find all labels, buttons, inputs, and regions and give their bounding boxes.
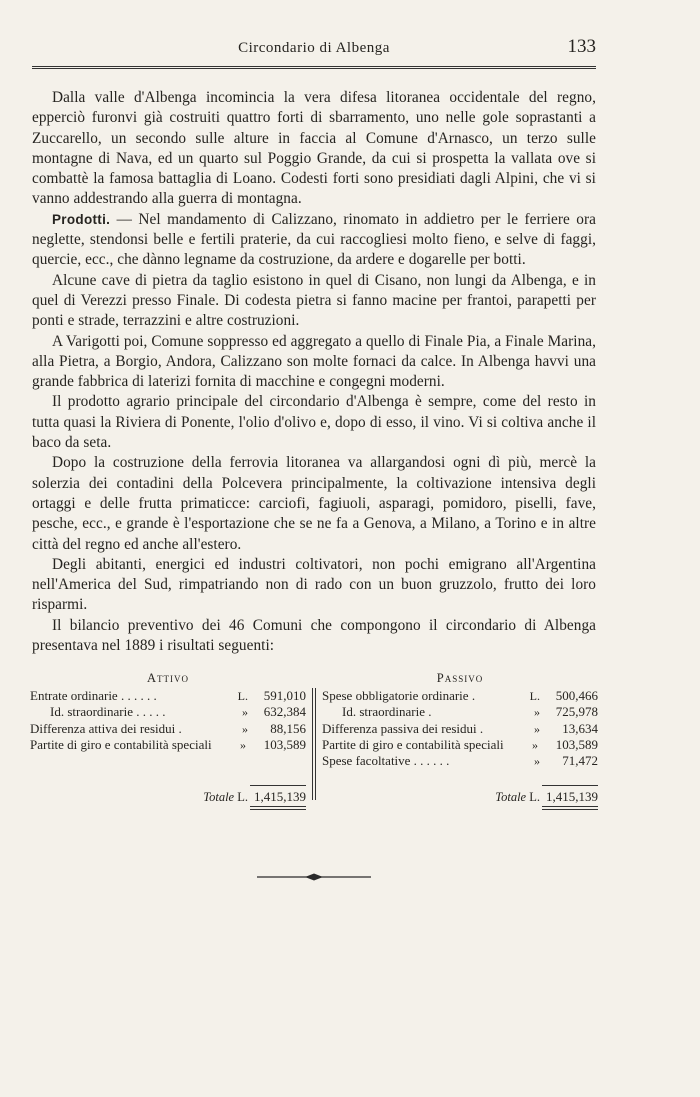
end-ornament: [257, 872, 371, 882]
paragraph: Alcune cave di pietra da taglio esistono in quel di Cisano, non lungi da Albenga, e in quel di Verezzi presso Finale. Di codesta pietra si fanno macine per frantoi, parapetti per ponti e strade, terrazzini e altre costruzioni.: [32, 271, 596, 330]
table-row: Spese obbligatorie ordinarie . L. 500,466: [322, 688, 598, 703]
sum-rule: [250, 785, 306, 786]
page-number: 133: [567, 36, 596, 57]
page-header: [32, 36, 596, 66]
header-rule: [32, 66, 596, 69]
table-row: Spese facoltative . . . . . . » 71,472: [322, 753, 598, 769]
sum-rule: [542, 785, 598, 786]
paragraph: Degli abitanti, energici ed industri coltivatori, non pochi emigrano all'Argentina nell'America del Sud, rimpatriando non di rado con un buon gruzzolo, frutto dei loro risparmi.: [32, 555, 596, 614]
paragraph: Il bilancio preventivo dei 46 Comuni che compongono il circondario di Albenga presentava nel 1889 i risultati seguenti:: [32, 616, 596, 655]
paragraph: A Varigotti poi, Comune soppresso ed aggregato a quello di Finale Pia, a Finale Marina, alla Pietra, a Borgio, Andora, Calizzano son molte fornaci da calce. In Albenga havvi una grande fabbrica di laterizi fornita di macchine e congegni moderni.: [32, 332, 596, 391]
paragraph: Prodotti. — Nel mandamento di Calizzano, rinomato in addietro per le ferriere ora neglette, stendonsi belle e fertili praterie, da cui raccogliesi molto fieno, e selve di faggi, quercie, ecc., che dànno legname da costruzione, da ardere e dogarelle per botti.: [32, 210, 596, 269]
table-row: Id. straordinarie . . . . . » 632,384: [50, 704, 306, 720]
table-row: Partite di giro e contabilità speciali » 103,589: [30, 736, 306, 752]
column-divider: [312, 688, 316, 800]
table-row: Partite di giro e contabilità speciali » 103,589: [322, 736, 598, 752]
section-lead: Prodotti.: [52, 211, 111, 227]
attivo-column: [30, 670, 306, 805]
attivo-total: Totale L. 1,415,139: [30, 789, 306, 805]
total-double-rule: [250, 806, 306, 810]
budget-table: [30, 670, 598, 805]
passivo-heading: Passivo: [436, 671, 484, 685]
paragraph: Dalla valle d'Albenga incomincia la vera difesa litoranea occidentale del regno, epperciò furonvi già costruiti quattro forti di sbarramento, uno nelle gole soprastanti a Zuccarello, un secondo sulle alture in faccia al Comune d'Arnasco, un terzo sulle montagne di Nava, ed un quarto sul Poggio Grande, da cui si prospetta la vallata ove si combattè la famosa battaglia di Loano. Codesti forti sono presidiati dagli Alpini, che vi si vanno addestrando alla guerra di montagna.: [32, 89, 596, 208]
running-title: Circondario di Albenga: [238, 40, 390, 56]
table-row: Entrate ordinarie . . . . . . L. 591,010: [30, 688, 306, 703]
table-row: Id. straordinarie . » 725,978: [342, 704, 598, 720]
table-row: Differenza attiva dei residui . » 88,156: [30, 720, 306, 736]
attivo-heading: Attivo: [146, 671, 190, 685]
table-row: Differenza passiva dei residui . » 13,634: [322, 720, 598, 736]
passivo-column: [322, 670, 598, 805]
paragraph: Dopo la costruzione della ferrovia litoranea va allargandosi ogni dì più, mercè la solerzia dei contadini della Polcevera principalmente, la coltivazione intensiva degli ortaggi e delle frutta primaticce: carciofi, fagiuoli, asparagi, pomidoro, piselli, fave, pesche, ecc., e grande è l'esportazione che se ne fa a Genova, a Milano, a Torino e in altre città del regno ed anche all'estero.: [32, 454, 596, 553]
total-double-rule: [542, 806, 598, 810]
passivo-total: Totale L. 1,415,139: [322, 789, 598, 805]
body-text: [32, 88, 596, 656]
paragraph: Il prodotto agrario principale del circondario d'Albenga è sempre, come del resto in tutta quasi la Riviera di Ponente, l'olio d'olivo e, dopo di esso, il vino. Vi si coltiva anche il baco da seta.: [32, 393, 596, 452]
